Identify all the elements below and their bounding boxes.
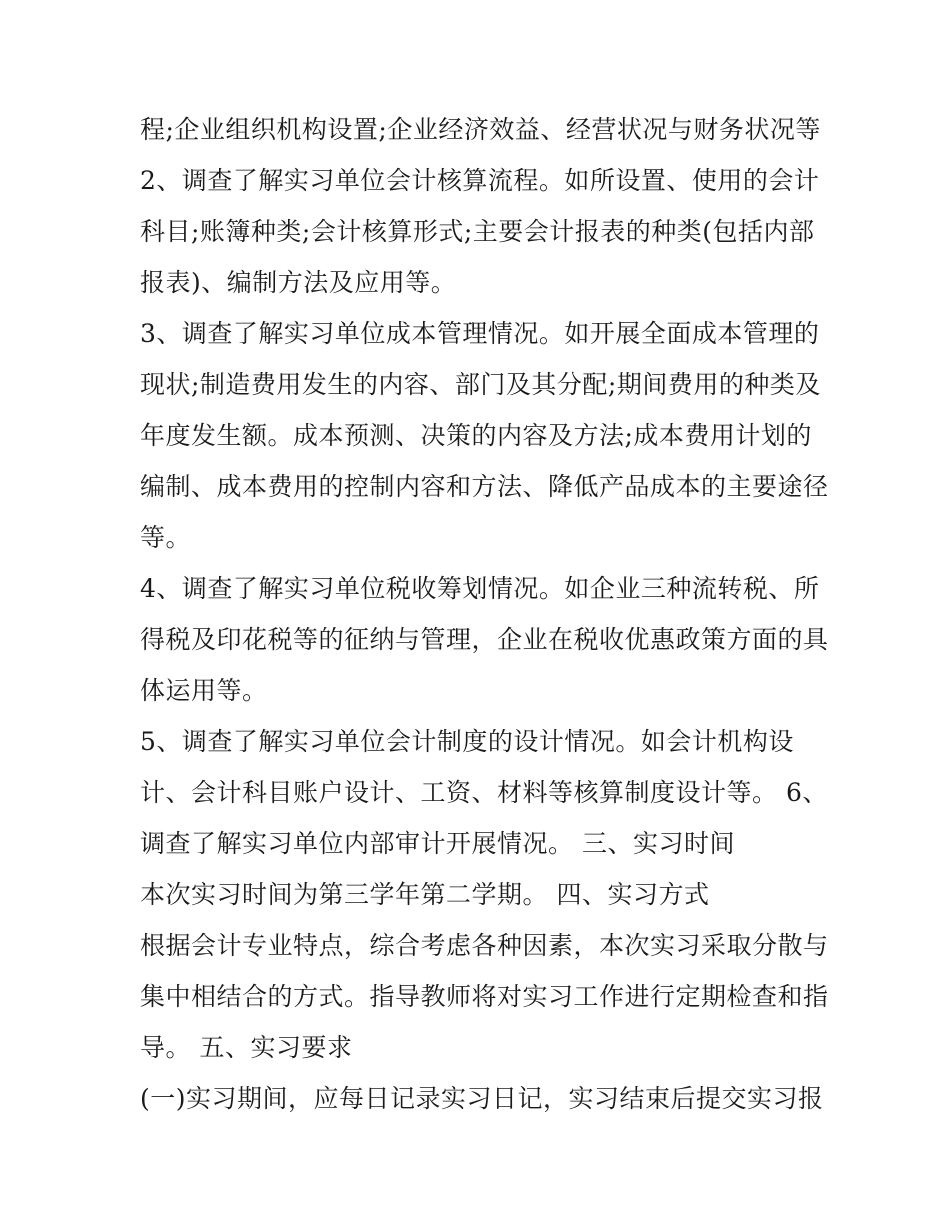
text-line: 本次实习时间为第三学年第二学期。 四、实习方式: [140, 880, 710, 909]
text-line: 根据会计专业特点，综合考虑各种因素，本次实习采取分散与: [140, 931, 829, 960]
text-line: 体运用等。: [140, 676, 268, 705]
text-line: 4、调查了解实习单位税收筹划情况。如企业三种流转税、所: [140, 574, 820, 603]
text-line: 等。: [140, 523, 192, 552]
text-line: 年度发生额。成本预测、决策的内容及方法;成本费用计划的: [140, 421, 812, 450]
text-line: 导。 五、实习要求: [140, 1033, 353, 1062]
text-line: 3、调查了解实习单位成本管理情况。如开展全面成本管理的: [140, 319, 820, 348]
text-line: 计、会计科目账户设计、工资、材料等核算制度设计等。 6、: [140, 778, 828, 807]
text-line: 程;企业组织机构设置;企业经济效益、经营状况与财务状况等: [140, 115, 821, 144]
text-line: 5、调查了解实习单位会计制度的设计情况。如会计机构设: [140, 727, 794, 756]
text-line: 编制、成本费用的控制内容和方法、降低产品成本的主要途径: [140, 472, 829, 501]
text-line: (一)实习期间，应每日记录实习日记，实习结束后提交实习报: [140, 1084, 824, 1113]
text-line: 现状;制造费用发生的内容、部门及其分配;期间费用的种类及: [140, 370, 821, 399]
text-line: 集中相结合的方式。指导教师将对实习工作进行定期检查和指: [140, 982, 829, 1011]
text-line: 调查了解实习单位内部审计开展情况。 三、实习时间: [140, 829, 735, 858]
text-line: 报表)、编制方法及应用等。: [140, 268, 457, 297]
text-line: 2、调查了解实习单位会计核算流程。如所设置、使用的会计: [140, 166, 820, 195]
text-line: 科目;账簿种类;会计核算形式;主要会计报表的种类(包括内部: [140, 217, 815, 246]
document-body: [140, 110, 830, 1130]
text-line: 得税及印花税等的征纳与管理，企业在税收优惠政策方面的具: [140, 625, 829, 654]
